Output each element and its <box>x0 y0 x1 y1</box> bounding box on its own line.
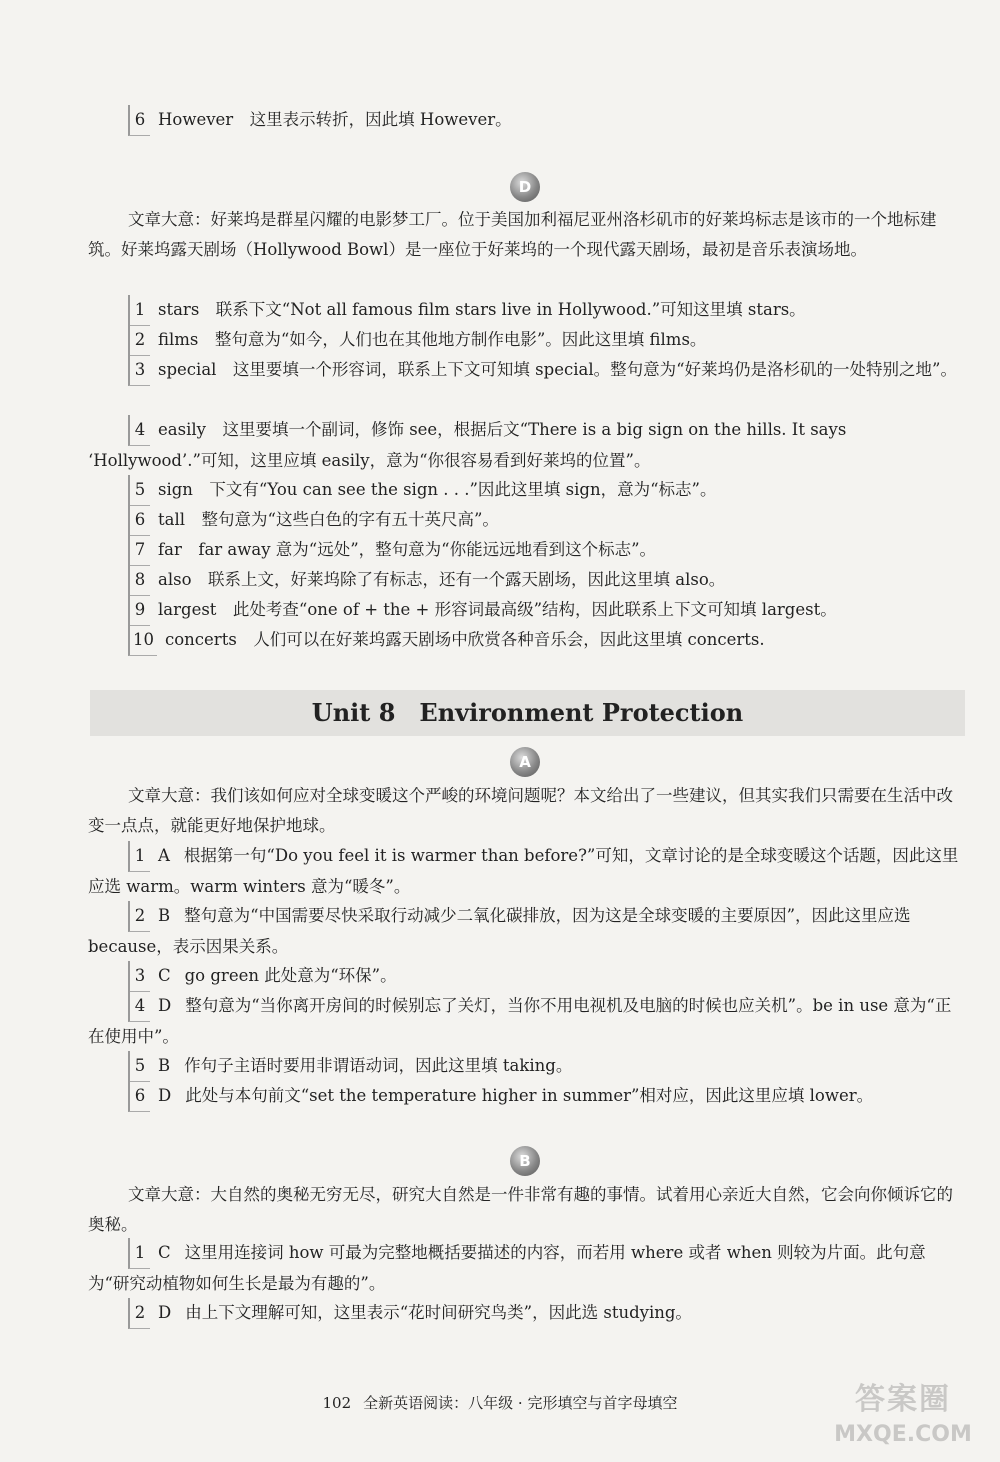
section-badge-a: A <box>510 747 540 777</box>
watermark-text: 答案圈 <box>855 1382 951 1417</box>
answer-letter: D <box>158 1303 172 1322</box>
list-item <box>88 475 964 506</box>
item-text: 整句意为“当你离开房间的时候别忘了关灯，当你不用电视机及电脑的时候也应关机”。be in use 意为“正在使用中”。 <box>88 996 952 1046</box>
item-text: also 联系上文，好莱坞除了有标志，还有一个露天剧场，因此这里填 also。 <box>158 570 726 589</box>
item-number: 6 <box>128 105 150 136</box>
item-number: 1 <box>128 1238 150 1269</box>
item-text: 作句子主语时要用非谓语动词，因此这里填 taking。 <box>184 1056 573 1075</box>
list-item <box>88 325 964 356</box>
item-number: 4 <box>128 991 150 1022</box>
item-text: stars 联系下文“Not all famous film stars live in Hollywood.”可知这里填 stars。 <box>158 300 806 319</box>
list-item <box>88 1081 964 1112</box>
item-number: 3 <box>128 961 150 992</box>
item-text: 此处与本句前文“set the temperature higher in summer”相对应，因此这里应填 lower。 <box>185 1086 874 1105</box>
item-number: 7 <box>128 535 150 566</box>
item-text: easily 这里要填一个副词，修饰 see，根据后文“There is a big sign on the hills. It says ‘Hollywood’.”可知，这里应填 easily，意为“你很容易看到好莱坞的位置”。 <box>88 420 847 470</box>
section-badge-d: D <box>510 172 540 202</box>
unit-title: Unit 8 Environment Protection <box>311 698 744 727</box>
list-item <box>88 1298 964 1329</box>
answer-letter: D <box>158 1086 172 1105</box>
item-number: 6 <box>128 505 150 536</box>
item-number: 10 <box>128 625 157 656</box>
list-item <box>88 565 964 596</box>
section-summary-b: 文章大意：大自然的奥秘无穷无尽，研究大自然是一件非常有趣的事情。试着用心亲近大自然，它会向你倾诉它的奥秘。 <box>88 1185 953 1234</box>
item-text: 由上下文理解可知，这里表示“花时间研究鸟类”，因此选 studying。 <box>185 1303 692 1322</box>
item-text: sign 下文有“You can see the sign . . .”因此这里填 sign，意为“标志”。 <box>158 480 717 499</box>
unit-header <box>90 690 965 736</box>
item-text: tall 整句意为“这些白色的字有五十英尺高”。 <box>158 510 499 529</box>
item-text: concerts 人们可以在好莱坞露天剧场中欣赏各种音乐会，因此这里填 concerts. <box>165 630 765 649</box>
answer-letter: C <box>158 966 171 985</box>
item-number: 2 <box>128 325 150 356</box>
list-item <box>88 295 964 326</box>
item-number: 3 <box>128 355 150 386</box>
item-text: 整句意为“中国需要尽快采取行动减少二氧化碳排放，因为这是全球变暖的主要原因”，因此这里应选 because，表示因果关系。 <box>88 906 911 956</box>
answer-letter: D <box>158 996 172 1015</box>
list-item <box>88 535 964 566</box>
item-text: largest 此处考查“one of + the + 形容词最高级”结构，因此联系上下文可知填 largest。 <box>158 600 837 619</box>
item-number: 5 <box>128 1051 150 1082</box>
list-item <box>88 505 964 536</box>
list-item <box>88 841 964 902</box>
section-badge-b: B <box>510 1146 540 1176</box>
list-item <box>88 105 964 136</box>
answer-letter: B <box>158 906 171 925</box>
section-summary-a: 文章大意：我们该如何应对全球变暖这个严峻的环境问题呢？本文给出了一些建议，但其实我们只需要在生活中改变一点点，就能更好地保护地球。 <box>88 786 953 835</box>
item-number: 6 <box>128 1081 150 1112</box>
list-item <box>88 1238 964 1299</box>
list-item <box>88 595 964 626</box>
answer-letter: B <box>158 1056 171 1075</box>
section-summary-d: 文章大意：好莱坞是群星闪耀的电影梦工厂。位于美国加利福尼亚州洛杉矶市的好莱坞标志是该市的一个地标建筑。好莱坞露天剧场（Hollywood Bowl）是一座位于好莱坞的一个现代露天剧场，最初是音乐表演场地。 <box>88 210 937 259</box>
item-text: 根据第一句“Do you feel it is warmer than before?”可知，文章讨论的是全球变暖这个话题，因此这里应选 warm。warm winters 意为“暖冬”。 <box>88 846 959 896</box>
list-item <box>88 625 964 656</box>
item-text: special 这里要填一个形容词，联系上下文可知填 special。整句意为“好莱坞仍是洛杉矶的一处特别之地”。 <box>158 360 957 379</box>
item-number: 1 <box>128 295 150 326</box>
list-item <box>88 1051 964 1082</box>
list-item <box>88 355 964 386</box>
page-number: 102 <box>322 1394 352 1412</box>
page-footer <box>240 1388 760 1418</box>
item-text: However 这里表示转折，因此填 However。 <box>158 110 512 129</box>
list-item <box>88 961 964 992</box>
list-item <box>88 991 964 1052</box>
list-item <box>88 901 964 962</box>
item-number: 8 <box>128 565 150 596</box>
list-item <box>88 415 964 476</box>
watermark-logo <box>828 1380 978 1458</box>
answer-letter: A <box>158 846 170 865</box>
answer-letter: C <box>158 1243 171 1262</box>
item-text: go green 此处意为“环保”。 <box>184 966 397 985</box>
item-text: far far away 意为“远处”，整句意为“你能远远地看到这个标志”。 <box>158 540 657 559</box>
item-number: 4 <box>128 415 150 446</box>
item-text: 这里用连接词 how 可最为完整地概括要描述的内容，而若用 where 或者 when 则较为片面。此句意为“研究动植物如何生长是最为有趣的”。 <box>88 1243 926 1293</box>
item-number: 9 <box>128 595 150 626</box>
item-number: 1 <box>128 841 150 872</box>
watermark-url: MXQE.COM <box>834 1422 972 1447</box>
item-text: films 整句意为“如今，人们也在其他地方制作电影”。因此这里填 films。 <box>158 330 707 349</box>
item-number: 2 <box>128 901 150 932</box>
item-number: 2 <box>128 1298 150 1329</box>
book-title: 全新英语阅读：八年级 · 完形填空与首字母填空 <box>363 1394 678 1412</box>
item-number: 5 <box>128 475 150 506</box>
